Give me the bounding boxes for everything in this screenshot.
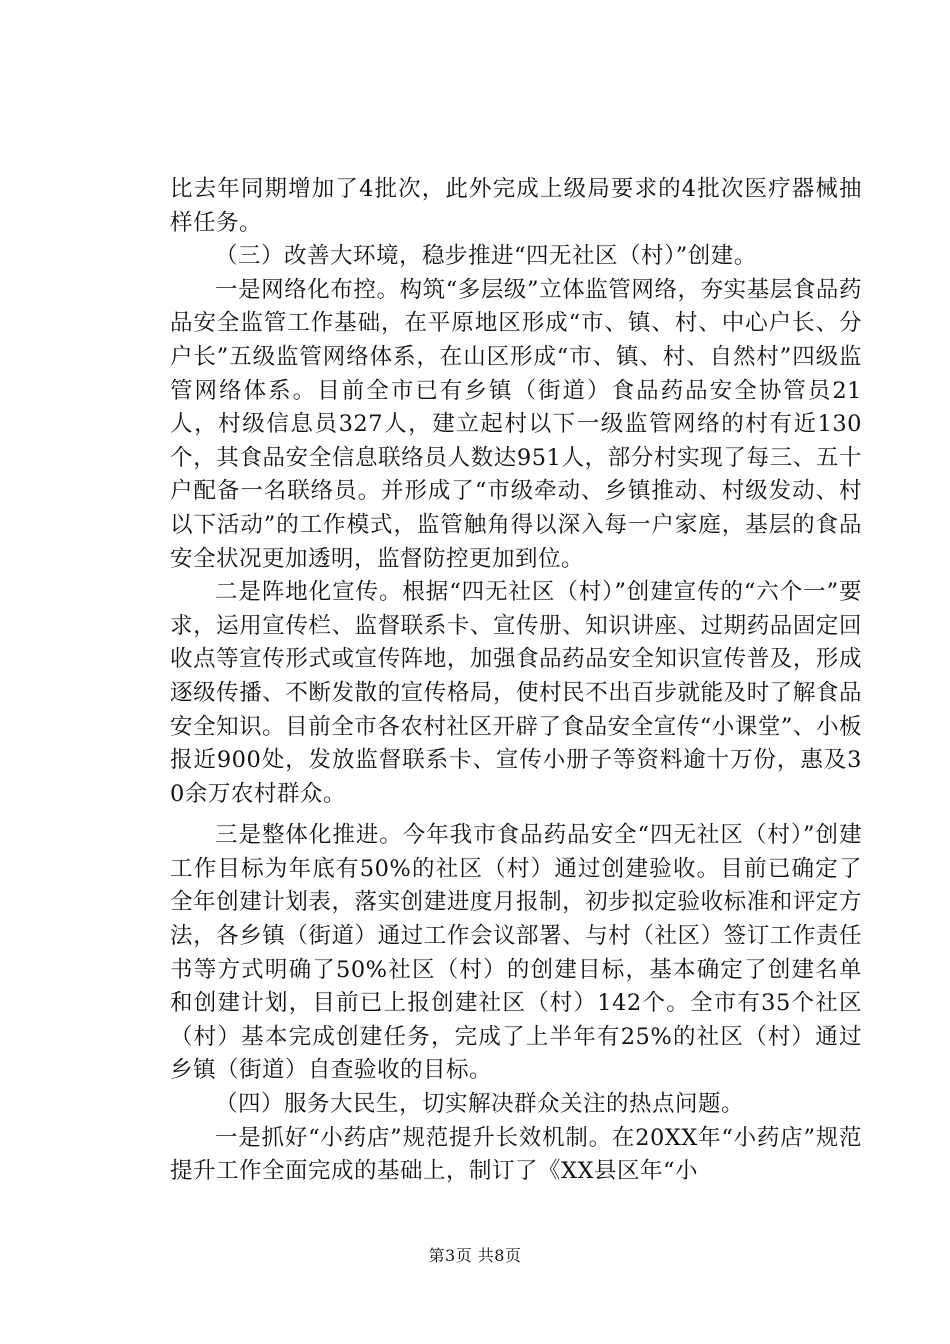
document-body xyxy=(170,173,862,1189)
section-heading-four: （四）服务大民生，切实解决群众关注的热点问题。 xyxy=(215,1091,745,1118)
section-heading-three: （三）改善大环境，稳步推进“四无社区（村）”创建。 xyxy=(215,243,757,270)
page-footer: 第3页 共8页 xyxy=(428,1246,522,1265)
paragraph-integration: 三是整体化推进。今年我市食品药品安全“四无社区（村）”创建工作目标为年底有50%的社区（村）通过创建验收。目前已确定了全年创建计划表，落实创建进度月报制，初步拟定验收标准和评定方法，各乡镇（街道）通过工作会议部署、与村（社区）签订工作责任书等方式明确了50%社区（村）的创建目标，基本确定了创建名单和创建计划，目前已上报创建社区（村）142个。全市有35个社区（村）基本完成创建任务，完成了上半年有25%的社区（村）通过乡镇（街道）自查验收的目标。 xyxy=(170,822,862,1084)
paragraph-pharmacy: 一是抓好“小药店”规范提升长效机制。在20XX年“小药店”规范提升工作全面完成的基础上，制订了《XX县区年“小 xyxy=(170,1124,862,1185)
paragraph-network: 一是网络化布控。构筑“多层级”立体监管网络，夯实基层食品药品安全监管工作基础，在平原地区形成“市、镇、村、中心户长、分户长”五级监管网络体系，在山区形成“市、镇、村、自然村”四级监管网络体系。目前全市已有乡镇（街道）食品药品安全协管员21人，村级信息员327人，建立起村以下一级监管网络的村有近130个，其食品安全信息联络员人数达951人，部分村实现了每三、五十户配备一名联络员。并形成了“市级牵动、乡镇推动、村级发动、村以下活动”的工作模式，监管触角得以深入每一户家庭，基层的食品安全状况更加透明，监督防控更加到位。 xyxy=(170,276,862,572)
paragraph-publicity: 二是阵地化宣传。根据“四无社区（村）”创建宣传的“六个一”要求，运用宣传栏、监督联系卡、宣传册、知识讲座、过期药品固定回收点等宣传形式或宣传阵地，加强食品药品安全知识宣传普及，形成逐级传播、不断发散的宣传格局，使村民不出百步就能及时了解食品安全知识。目前全市各农村社区开辟了食品安全宣传“小课堂”、小板报近900处，发放监督联系卡、宣传小册子等资料逾十万份，惠及30余万农村群众。 xyxy=(170,579,862,807)
paragraph-continuation: 比去年同期增加了4批次，此外完成上级局要求的4批次医疗器械抽样任务。 xyxy=(170,176,862,236)
